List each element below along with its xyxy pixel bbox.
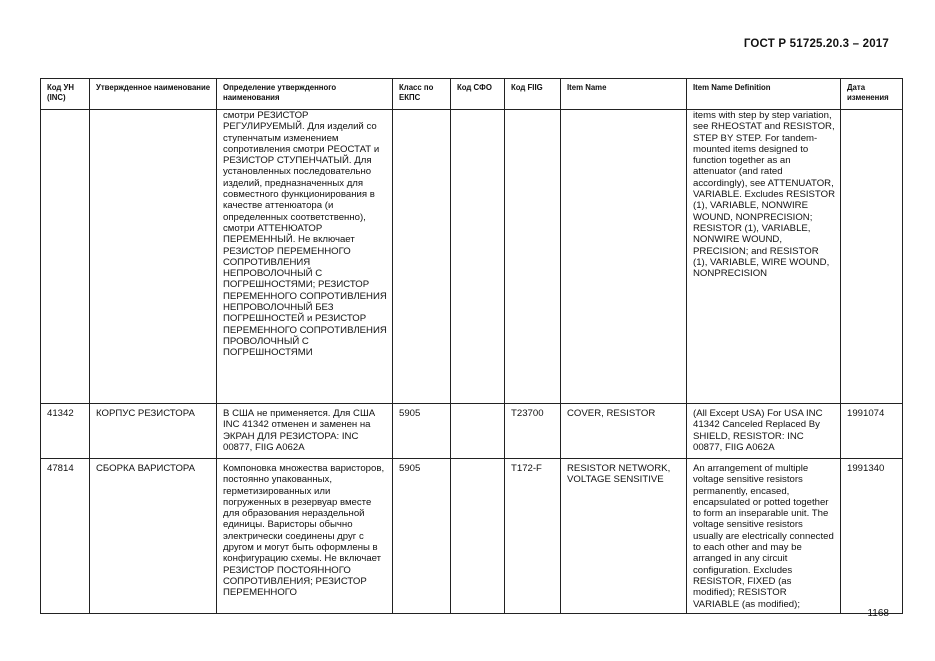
table-row xyxy=(41,110,903,404)
cell-definition-ru: Компоновка множества варисторов, постоянно упакованных, герметизированных или погруженных в резервуар вместе для образования нераздельной единицы. Варисторы обычно электрически соединены друг с другом и могут быть оформлены в конфигурацию схемы. Не включает РЕЗИСТОР ПОСТОЯННОГО СОПРОТИВЛЕНИЯ; РЕЗИСТОР ПЕРЕМЕННОГО xyxy=(217,459,393,614)
header-fiig: Код FIIG xyxy=(505,79,561,110)
cell-definition-en: items with step by step variation, see RHEOSTAT and RESISTOR, STEP BY STEP. For tandem-mounted items designed to function together as an attenuator (and rated accordingly), see ATTENUATOR, VARIABLE. Excludes RESISTOR (1), VARIABLE, NONWIRE WOUND, NONPRECISION; RESISTOR (1), VARIABLE, NONWIRE WOUND, PRECISION; and RESISTOR (1), VARIABLE, WIRE WOUND, NONPRECISION xyxy=(687,110,841,404)
cell-approved-name xyxy=(90,110,217,404)
cell-definition-en: An arrangement of multiple voltage sensitive resistors permanently, encased, encapsulated or potted together to form an inseparable unit. The voltage sensitive resistors usually are electrically connected to each other and may be arranged in any circuit configuration. Excludes RESISTOR, FIXED (as modified); RESISTOR VARIABLE (as modified); xyxy=(687,459,841,614)
cell-sfo xyxy=(451,404,505,459)
header-definition-ru: Определение утвержденного наименования xyxy=(217,79,393,110)
cell-sfo xyxy=(451,459,505,614)
cell-class: 5905 xyxy=(393,459,451,614)
table-header-row xyxy=(41,79,903,110)
table-row xyxy=(41,404,903,459)
header-inc: Код УН (INC) xyxy=(41,79,90,110)
table-row xyxy=(41,459,903,614)
header-date: Дата изменения xyxy=(841,79,903,110)
cell-fiig xyxy=(505,110,561,404)
page-number: 1168 xyxy=(867,608,889,619)
classification-table xyxy=(40,78,903,614)
header-item-name: Item Name xyxy=(561,79,687,110)
cell-item-name xyxy=(561,110,687,404)
header-class: Класс по ЕКПС xyxy=(393,79,451,110)
cell-date: 1991074 xyxy=(841,404,903,459)
cell-item-name: COVER, RESISTOR xyxy=(561,404,687,459)
cell-approved-name: КОРПУС РЕЗИСТОРА xyxy=(90,404,217,459)
cell-fiig: T172-F xyxy=(505,459,561,614)
cell-definition-ru: смотри РЕЗИСТОР РЕГУЛИРУЕМЫЙ. Для изделий со ступенчатым изменением сопротивления смотри РЕОСТАТ и РЕЗИСТОР СТУПЕНЧАТЫЙ. Для установленных последовательно изделий, предназначенных для совместного функционирования в качестве аттенюатора (и определенных соответственно), смотри АТТЕНЮАТОР ПЕРЕМЕННЫЙ. Не включает РЕЗИСТОР ПЕРЕМЕННОГО СОПРОТИВЛЕНИЯ НЕПРОВОЛОЧНЫЙ С ПОГРЕШНОСТЯМИ; РЕЗИСТОР ПЕРЕМЕННОГО СОПРОТИВЛЕНИЯ НЕПРОВОЛОЧНЫЙ БЕЗ ПОГРЕШНОСТЕЙ и РЕЗИСТОР ПЕРЕМЕННОГО СОПРОТИВЛЕНИЯ ПРОВОЛОЧНЫЙ С ПОГРЕШНОСТЯМИ xyxy=(217,110,393,404)
cell-definition-en: (All Except USA) For USA INC 41342 Canceled Replaced By SHIELD, RESISTOR: INC 00877, FIIG A062A xyxy=(687,404,841,459)
cell-fiig: T23700 xyxy=(505,404,561,459)
cell-approved-name: СБОРКА ВАРИСТОРА xyxy=(90,459,217,614)
cell-sfo xyxy=(451,110,505,404)
cell-definition-ru: В США не применяется. Для США INC 41342 отменен и заменен на ЭКРАН ДЛЯ РЕЗИСТОРА: INC 00877, FIIG A062A xyxy=(217,404,393,459)
header-approved-name: Утвержденное наименование xyxy=(90,79,217,110)
cell-date xyxy=(841,110,903,404)
document-standard-number: ГОСТ Р 51725.20.3 – 2017 xyxy=(743,38,889,50)
cell-inc: 41342 xyxy=(41,404,90,459)
header-sfo: Код СФО xyxy=(451,79,505,110)
cell-class xyxy=(393,110,451,404)
cell-class: 5905 xyxy=(393,404,451,459)
cell-item-name: RESISTOR NETWORK, VOLTAGE SENSITIVE xyxy=(561,459,687,614)
header-definition-en: Item Name Definition xyxy=(687,79,841,110)
cell-inc: 47814 xyxy=(41,459,90,614)
cell-date: 1991340 xyxy=(841,459,903,614)
cell-inc xyxy=(41,110,90,404)
